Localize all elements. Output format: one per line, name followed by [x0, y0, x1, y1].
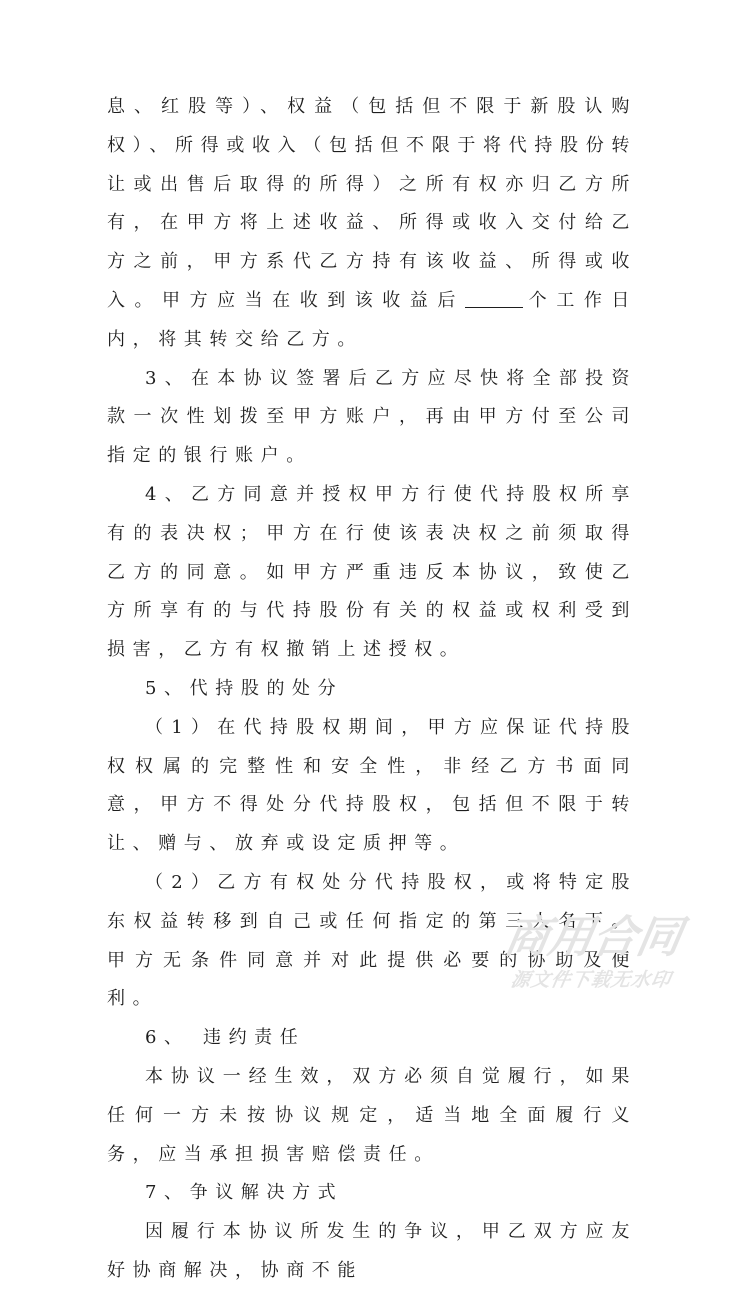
clause-7-heading: 7、争议解决方式: [145, 1182, 344, 1204]
clause-3: 3、在本协议签署后乙方应尽快将全部投资款一次性划拨至甲方账户，再由甲方付至公司指定的银行账户。: [107, 367, 637, 467]
paragraph-text: 个工作日内，将其转交给乙方。: [107, 289, 637, 350]
paragraph-text: 息、红股等）、权益（包括但不限于新股认购权）、所得或收入（包括但不限于将代持股份转让或出售后取得的所得）之所有权亦归乙方所有，在甲方将上述收益、所得或收入交付给乙方之前，甲方系代乙方持有该收益、所得或收入。甲方应当在收到该收益后: [107, 96, 637, 311]
clause-5-heading: 5、代持股的处分: [145, 677, 344, 699]
clause-6-heading: 6、 违约责任: [145, 1027, 306, 1049]
document-body: [107, 88, 637, 1291]
watermark-title: 商用合同: [500, 912, 686, 963]
clause-5-2: （2）乙方有权处分代持股权，或将特定股东权益转移到自己或任何指定的第三人名下。甲方无条件同意并对此提供必要的协助及便利。: [107, 871, 637, 1010]
clause-5-1: （1）在代持股权期间，甲方应保证代持股权权属的完整性和安全性，非经乙方书面同意，甲方不得处分代持股权，包括但不限于转让、赠与、放弃或设定质押等。: [107, 716, 637, 855]
fill-in-blank: [465, 287, 523, 308]
clause-6-body: 本协议一经生效，双方必须自觉履行，如果任何一方未按协议规定，适当地全面履行义务，应当承担损害赔偿责任。: [107, 1065, 637, 1165]
watermark-subtitle: 源文件下载无水印: [509, 969, 673, 991]
clause-7-body: 因履行本协议所发生的争议，甲乙双方应友好协商解决，协商不能: [107, 1221, 637, 1281]
paragraph-continuation: [107, 88, 637, 360]
clause-4: 4、乙方同意并授权甲方行使代持股权所享有的表决权；甲方在行使该表决权之前须取得乙方的同意。如甲方严重违反本协议，致使乙方所享有的与代持股份有关的权益或权利受到损害，乙方有权撤销上述授权。: [107, 483, 637, 661]
